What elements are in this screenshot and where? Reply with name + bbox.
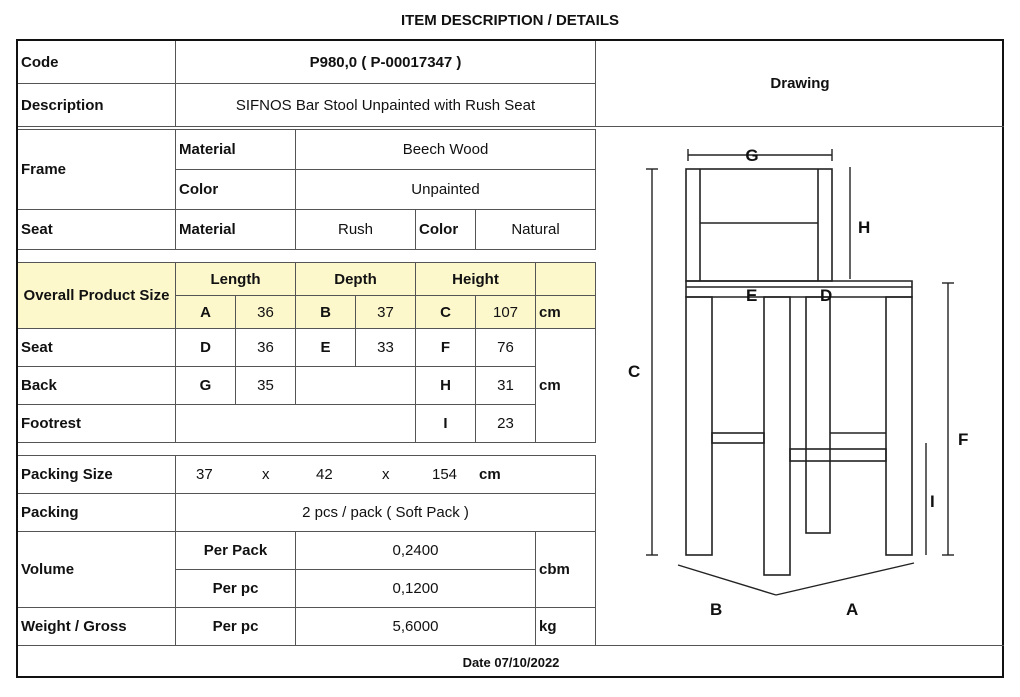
leg-back-far bbox=[886, 297, 912, 555]
frame-material-label: Material bbox=[176, 130, 296, 170]
back-h-value: 31 bbox=[476, 367, 536, 405]
packing-width: 37 bbox=[196, 466, 213, 483]
packing-value: 2 pcs / pack ( Soft Pack ) bbox=[176, 494, 596, 532]
label-f: F bbox=[958, 430, 969, 449]
packing-label: Packing bbox=[18, 494, 176, 532]
blank-cell bbox=[536, 263, 596, 296]
frame-color-label: Color bbox=[176, 170, 296, 210]
footrest-i-code: I bbox=[416, 405, 476, 443]
volume-unit: cbm bbox=[536, 532, 596, 608]
overall-unit: cm bbox=[536, 296, 596, 329]
dims-unit: cm bbox=[536, 329, 596, 443]
back-h-code: H bbox=[416, 367, 476, 405]
leg-front-right bbox=[764, 297, 790, 575]
dimension-lines bbox=[646, 149, 954, 595]
seat-color-label: Color bbox=[416, 210, 476, 250]
bar-stool-drawing bbox=[596, 127, 1002, 644]
packing-size-label: Packing Size bbox=[18, 456, 176, 494]
packing-x-1: x bbox=[262, 466, 270, 483]
details-table bbox=[16, 39, 1004, 678]
seat-f-code: F bbox=[416, 329, 476, 367]
packing-size-unit: cm bbox=[479, 466, 501, 483]
seat-color-value: Natural bbox=[476, 210, 596, 250]
dimension-labels bbox=[628, 146, 968, 619]
overall-a-value: 36 bbox=[236, 296, 296, 329]
length-header: Length bbox=[176, 263, 296, 296]
backrest-shape bbox=[686, 169, 832, 281]
frame-color-value: Unpainted bbox=[296, 170, 596, 210]
volume-per-pack-value: 0,2400 bbox=[296, 532, 536, 570]
seat-f-value: 76 bbox=[476, 329, 536, 367]
back-label: Back bbox=[18, 367, 176, 405]
label-c: C bbox=[628, 362, 641, 381]
overall-a-code: A bbox=[176, 296, 236, 329]
packing-size-values bbox=[176, 456, 596, 494]
overall-b-value: 37 bbox=[356, 296, 416, 329]
code-value: P980,0 ( P-00017347 ) bbox=[176, 41, 596, 84]
blank-cell bbox=[296, 367, 416, 405]
leg-front-left bbox=[686, 297, 712, 555]
back-g-value: 35 bbox=[236, 367, 296, 405]
label-d: D bbox=[820, 286, 833, 305]
packing-x-2: x bbox=[382, 466, 390, 483]
label-h: H bbox=[858, 218, 871, 237]
volume-label: Volume bbox=[18, 532, 176, 608]
drawing-area bbox=[596, 127, 1004, 646]
label-e: E bbox=[746, 286, 758, 305]
packing-height: 154 bbox=[432, 466, 458, 483]
volume-per-pc-label: Per pc bbox=[176, 570, 296, 608]
footrest-label: Footrest bbox=[18, 405, 176, 443]
label-i: I bbox=[930, 492, 935, 511]
seat-e-code: E bbox=[296, 329, 356, 367]
weight-value: 5,6000 bbox=[296, 608, 536, 646]
packing-depth: 42 bbox=[316, 466, 333, 483]
depth-header: Depth bbox=[296, 263, 416, 296]
back-g-code: G bbox=[176, 367, 236, 405]
overall-size-label: Overall Product Size bbox=[18, 263, 176, 329]
overall-c-value: 107 bbox=[476, 296, 536, 329]
drawing-header: Drawing bbox=[596, 41, 1004, 127]
weight-label: Weight / Gross bbox=[18, 608, 176, 646]
seat-material-value: Rush bbox=[296, 210, 416, 250]
spacer bbox=[18, 250, 596, 263]
overall-c-code: C bbox=[416, 296, 476, 329]
seat-dims-label: Seat bbox=[18, 329, 176, 367]
blank-cell bbox=[176, 405, 416, 443]
seat-e-value: 33 bbox=[356, 329, 416, 367]
seat-label: Seat bbox=[18, 210, 176, 250]
volume-per-pack-label: Per Pack bbox=[176, 532, 296, 570]
seat-d-code: D bbox=[176, 329, 236, 367]
description-label: Description bbox=[18, 84, 176, 127]
weight-per-pc-label: Per pc bbox=[176, 608, 296, 646]
frame-label: Frame bbox=[18, 130, 176, 210]
weight-unit: kg bbox=[536, 608, 596, 646]
code-label: Code bbox=[18, 41, 176, 84]
frame-material-value: Beech Wood bbox=[296, 130, 596, 170]
document-title: ITEM DESCRIPTION / DETAILS bbox=[400, 12, 620, 29]
seat-d-value: 36 bbox=[236, 329, 296, 367]
seat-shape bbox=[686, 281, 912, 297]
label-a: A bbox=[846, 600, 859, 619]
stool-outline bbox=[686, 169, 912, 575]
footrest-i-value: 23 bbox=[476, 405, 536, 443]
seat-material-label: Material bbox=[176, 210, 296, 250]
label-g: G bbox=[745, 146, 759, 165]
date-footer: Date 07/10/2022 bbox=[462, 654, 560, 670]
leg-back-right bbox=[806, 297, 830, 533]
spacer bbox=[18, 443, 596, 456]
overall-b-code: B bbox=[296, 296, 356, 329]
description-value: SIFNOS Bar Stool Unpainted with Rush Seat bbox=[176, 84, 596, 127]
label-b: B bbox=[710, 600, 723, 619]
volume-per-pc-value: 0,1200 bbox=[296, 570, 536, 608]
height-header: Height bbox=[416, 263, 536, 296]
